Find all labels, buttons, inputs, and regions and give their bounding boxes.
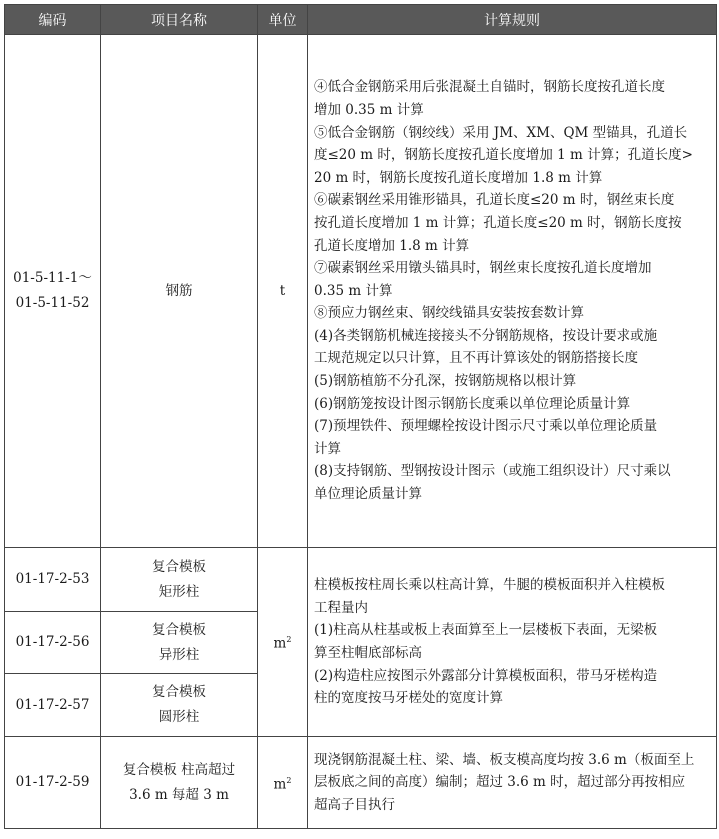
item-code: 01-5-11-1～ 01-5-11-52 <box>5 35 101 548</box>
header-unit: 单位 <box>258 5 308 35</box>
item-name: 复合模板 圆形柱 <box>101 674 258 737</box>
item-code: 01-17-2-56 <box>5 612 101 674</box>
table-row <box>5 35 717 548</box>
item-unit: t <box>258 35 308 548</box>
item-name: 复合模板 异形柱 <box>101 612 258 674</box>
header-rule: 计算规则 <box>308 5 717 35</box>
header-code: 编码 <box>5 5 101 35</box>
item-code: 01-17-2-59 <box>5 737 101 829</box>
item-rule: 柱模板按柱周长乘以柱高计算，牛腿的模板面积并入柱模板 工程量内 (1)柱高从柱基或板上表面算至上一层楼板下表面，无梁板 算至柱帽底部标高 (2)构造柱应按图示外露部分计算模板面积，带马牙槎构造 柱的宽度按马牙槎处的宽度计算 <box>308 548 717 737</box>
table-header-row <box>5 5 717 35</box>
item-rule: 现浇钢筋混凝土柱、梁、墙、板支模高度均按 3.6 m（板面至上 层板底之间的高度）编制；超过 3.6 m 时，超过部分再按相应 超高子目执行 <box>308 737 717 829</box>
item-unit: $m^2$ <box>258 548 308 737</box>
item-name: 复合模板 矩形柱 <box>101 548 258 612</box>
rules-table <box>4 4 717 829</box>
item-code: 01-17-2-57 <box>5 674 101 737</box>
item-name: 复合模板 柱高超过 3.6 m 每超 3 m <box>101 737 258 829</box>
header-name: 项目名称 <box>101 5 258 35</box>
item-name: 钢筋 <box>101 35 258 548</box>
item-rule: ④低合金钢筋采用后张混凝土自锚时，钢筋长度按孔道长度 增加 0.35 m 计算 ⑤低合金钢筋（钢绞线）采用 JM、XM、QM 型锚具，孔道长 度≤20 m 时，钢筋长度按孔道长度增加 1 m 计算；孔道长度> 20 m 时，钢筋长度按孔道长度增加 1.8 m 计算 ⑥碳素钢丝采用锥形锚具，孔道长度≤20 m 时，钢丝束长度 按孔道长度增加 1 m 计算；孔道长度≤20 m 时，钢筋长度按 孔道长度增加 1.8 m 计算 ⑦碳素钢丝采用镦头锚具时，钢丝束长度按孔道长度增加 0.35 m 计算 ⑧预应力钢丝束、钢绞线锚具安装按套数计算 (4)各类钢筋机械连接接头不分钢筋规格，按设计要求或施 工规范规定以只计算，且不再计算该处的钢筋搭接长度 (5)钢筋植筋不分孔深，按钢筋规格以根计算 (6)钢筋笼按设计图示钢筋长度乘以单位理论质量计算 (7)预埋铁件、预埋螺栓按设计图示尺寸乘以单位理论质量 计算 (8)支持钢筋、型钢按设计图示（或施工组织设计）尺寸乘以 单位理论质量计算 <box>308 35 717 548</box>
item-code: 01-17-2-53 <box>5 548 101 612</box>
table-row <box>5 548 717 612</box>
table-row <box>5 737 717 829</box>
item-unit: $m^2$ <box>258 737 308 829</box>
